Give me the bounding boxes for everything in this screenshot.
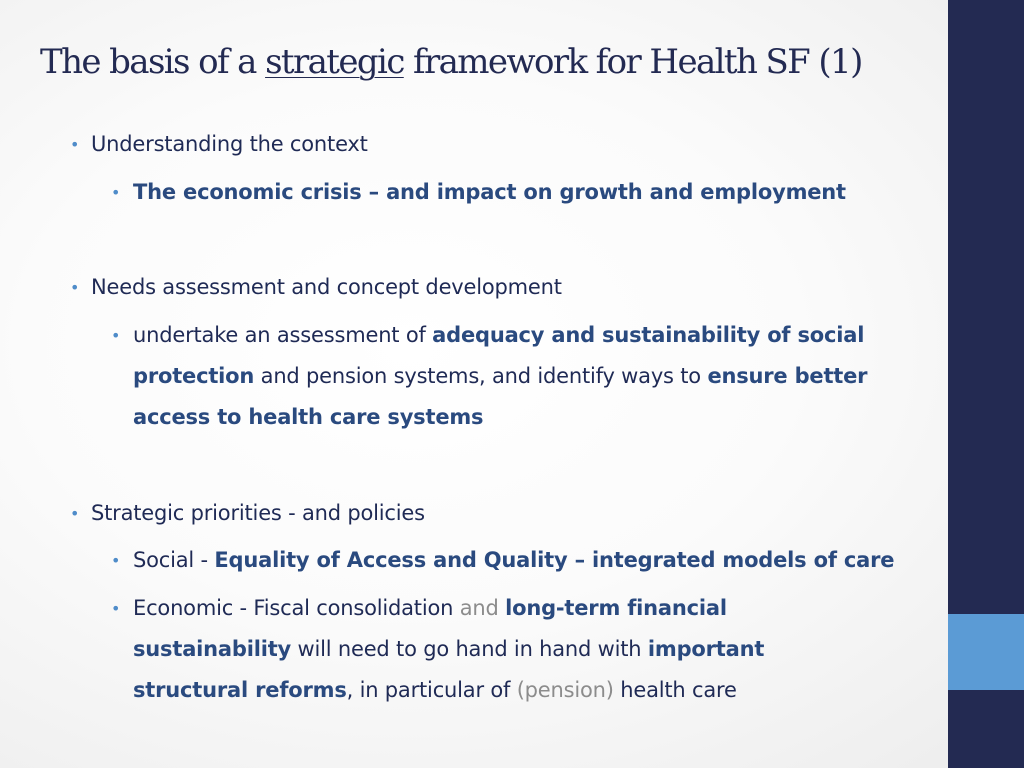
title-post: framework for Health SF (1) <box>403 42 862 82</box>
bullet-dot: • <box>111 551 121 570</box>
sidebar-decoration <box>948 0 1024 768</box>
subbullet-bold-text: ensure better access to health care systems <box>133 364 868 429</box>
subbullet-text: Economic - Fiscal consolidation <box>133 596 460 620</box>
bullet-text: Needs assessment and concept development <box>91 275 562 299</box>
bullet-dot: • <box>70 504 80 523</box>
bullet-understanding-context <box>70 124 931 165</box>
subbullet-bold-text: long-term financial sustainability <box>133 596 727 661</box>
subbullet-assessment <box>111 315 923 438</box>
bullet-needs-assessment <box>70 267 931 308</box>
bullet-text: Strategic priorities - and policies <box>91 501 425 525</box>
title-underlined-word: strategic <box>265 42 404 82</box>
subbullet-text: and pension systems, and identify ways to <box>254 364 708 388</box>
subbullet-text: will need to go hand in hand with <box>291 637 648 661</box>
bullet-dot: • <box>111 326 121 345</box>
subbullet-bold-text: adequacy and sustainability of social protection <box>133 323 865 388</box>
subbullet-bold-text: The economic crisis – and impact on growth and employment <box>133 180 846 204</box>
subbullet-text: , in particular of <box>346 678 517 702</box>
subbullet-bold-text: Equality of Access and Quality – integrated models of care <box>214 548 895 572</box>
subbullet-text: undertake an assessment of <box>133 323 433 347</box>
subbullet-economic-crisis <box>111 172 933 213</box>
subbullet-economic <box>111 588 833 711</box>
title-pre: The basis of a <box>40 42 266 82</box>
subbullet-gray-text: (pension) <box>516 678 614 702</box>
bullet-dot: • <box>70 278 80 297</box>
subbullet-gray-text: and <box>459 596 506 620</box>
subbullet-social <box>111 540 933 581</box>
bullet-dot: • <box>111 599 121 618</box>
bullet-text: Understanding the context <box>91 132 368 156</box>
subbullet-text: health care <box>613 678 737 702</box>
subbullet-text: Social - <box>133 548 215 572</box>
sidebar-accent-block <box>948 614 1024 690</box>
bullet-dot: • <box>70 135 80 154</box>
bullet-strategic-priorities <box>70 493 931 534</box>
bullet-dot: • <box>111 183 121 202</box>
subbullet-bold-text: important structural reforms <box>133 637 765 702</box>
